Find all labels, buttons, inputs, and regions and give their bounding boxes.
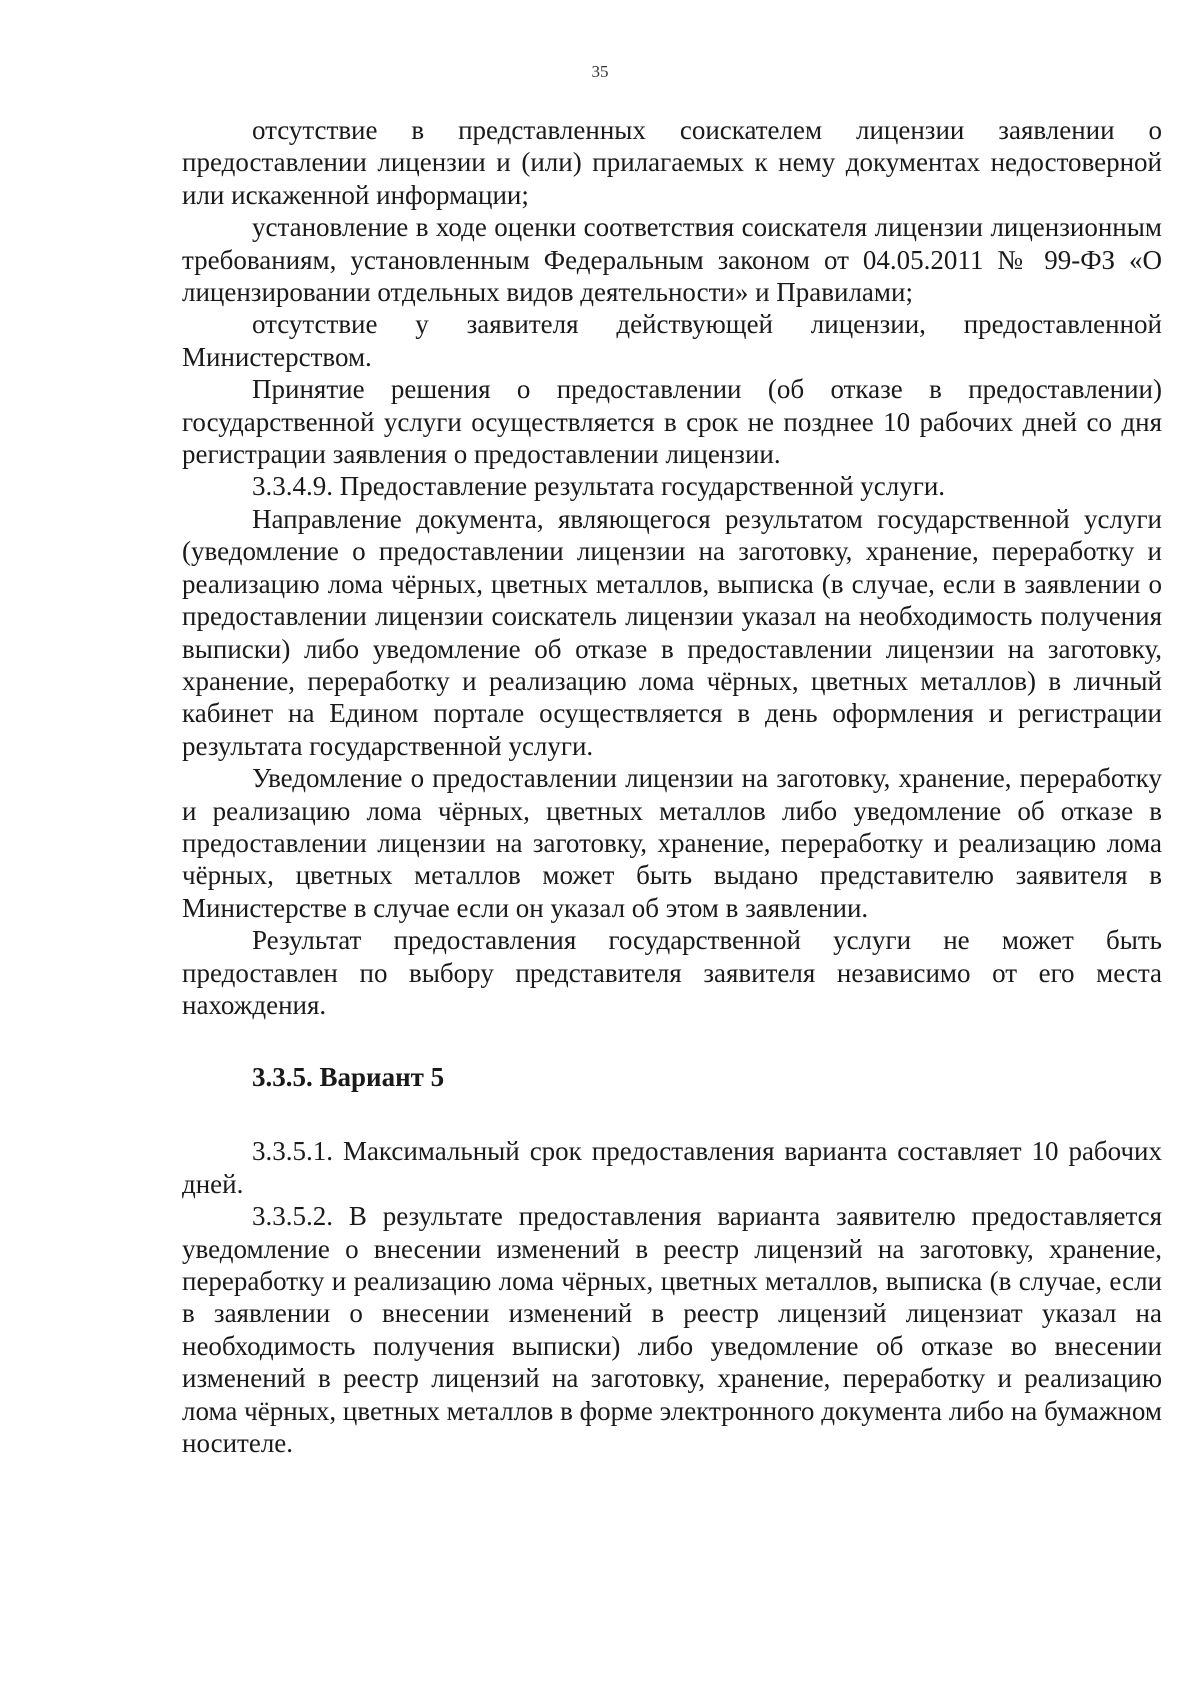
paragraph-requirements-mismatch: установление в ходе оценки соответствия соискателя лицензии лицензионным требованиям, установленным Федеральным законом от 04.05.2011 № 99-ФЗ «О лицензировании отдельных видов деятельности» и Правилами; — [182, 212, 1162, 308]
page-number: 35 — [591, 62, 609, 81]
section-heading: 3.3.5. Вариант 5 — [252, 1062, 445, 1093]
paragraph-missing-info: отсутствие в представленных соискателем лицензии заявлении о предоставлении лицензии и (или) прилагаемых к нему документах недостоверной или искаженной информации; — [182, 115, 1162, 210]
paragraph-notice-issuance: Уведомление о предоставлении лицензии на заготовку, хранение, переработку и реализацию лома чёрных, цветных металлов либо уведомление об отказе в предоставлении лицензии на заготовку, хранение, переработку и реализацию лома чёрных, цветных металлов может быть выдано представителю заявителя в Министерстве в случае если он указал об этом в заявлении. — [182, 763, 1162, 923]
paragraph-section-3-3-5-2: 3.3.5.2. В результате предоставления варианта заявителю предоставляется уведомление о внесении изменений в реестр лицензий на заготовку, хранение, переработку и реализацию лома чёрных, цветных металлов, выписка (в случае, если в заявлении о внесении изменений в реестр лицензий лицензиат указал на необходимость получения выписки) либо уведомление об отказе во внесении изменений в реестр лицензий на заготовку, хранение, переработку и реализацию лома чёрных, цветных металлов в форме электронного документа либо на бумажном носителе. — [182, 1201, 1162, 1459]
paragraph-section-3-3-4-9: 3.3.4.9. Предоставление результата государственной услуги. — [252, 471, 946, 502]
paragraph-section-3-3-5-1: 3.3.5.1. Максимальный срок предоставления варианта составляет 10 рабочих дней. — [182, 1136, 1162, 1199]
paragraph-no-license: отсутствие у заявителя действующей лицензии, предоставленной Министерством. — [182, 309, 1162, 372]
paragraph-result-delivery: Направление документа, являющегося результатом государственной услуги (уведомление о предоставлении лицензии на заготовку, хранение, переработку и реализацию лома чёрных, цветных металлов, выписка (в случае, если в заявлении о предоставлении лицензии соискатель лицензии указал на необходимость получения выписки) либо уведомление об отказе в предоставлении лицензии на заготовку, хранение, переработку и реализацию лома чёрных, цветных металлов) в личный кабинет на Едином портале осуществляется в день оформления и регистрации результата государственной услуги. — [182, 503, 1162, 761]
paragraph-result-location: Результат предоставления государственной услуги не может быть предоставлен по выбору представителя заявителя независимо от его места нахождения. — [182, 925, 1162, 1020]
paragraph-decision-deadline: Принятие решения о предоставлении (об отказе в предоставлении) государственной услуги осуществляется в срок не позднее 10 рабочих дней со дня регистрации заявления о предоставлении лицензии. — [182, 374, 1162, 470]
document-body — [182, 114, 1162, 1459]
